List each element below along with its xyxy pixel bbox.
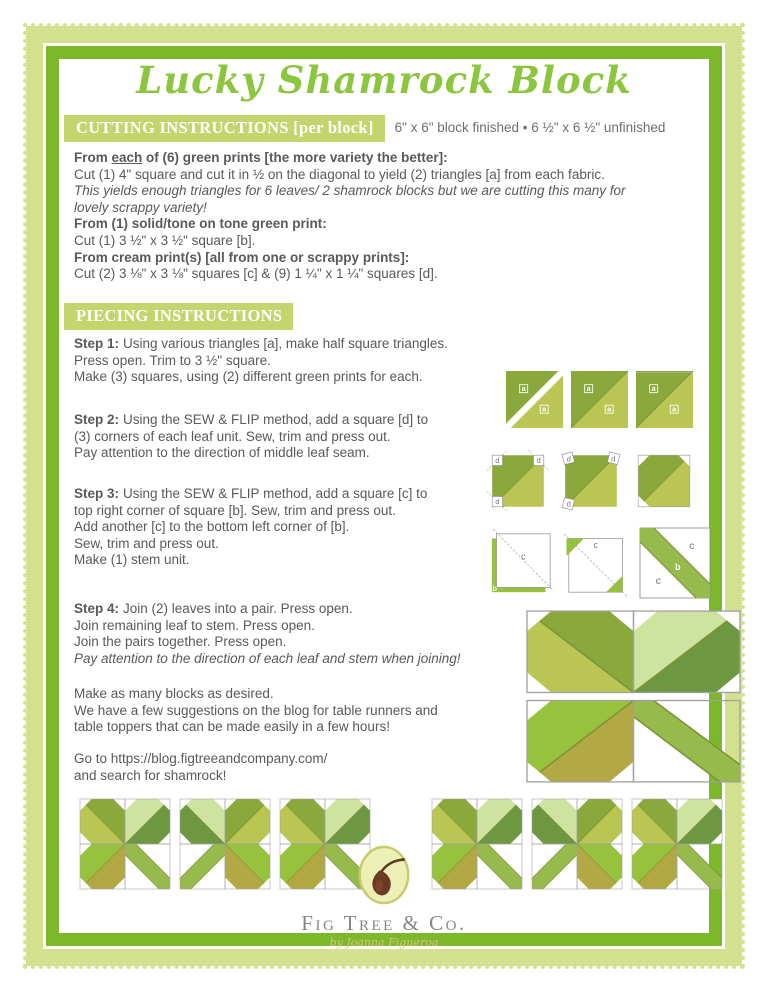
cutting-instructions-text [74,150,722,283]
leaf-corners-flipped-diagram [559,449,623,513]
cutting-line: lovely scrappy variety! [74,199,207,215]
step-line: Pay attention to the direction of middle leaf seam. [74,445,370,461]
closing-text [74,686,544,736]
hst-trimmed-diagram [636,371,693,428]
blog-url-line: Go to https://blog.figtreeandcompany.com/ [74,751,328,766]
step-line: Make (3) squares, using (2) different green prints for each. [74,369,423,385]
square-label-b: b [492,584,498,593]
fig-icon [357,845,411,905]
cutting-line: Cut (1) 4" square and cut it in ½ on the diagonal to yield (2) triangles [a] from each fabric. [74,166,605,182]
leaf-corners-marked-diagram [486,449,550,513]
square-label-c: c [655,575,661,587]
blog-link-text [74,751,544,784]
step-line: Press open. Trim to 3 ½" square. [74,352,271,368]
step-1-text [74,336,504,386]
step-line: Join the pairs together. Press open. [74,634,287,650]
cutting-heading-3: From cream print(s) [all from one or scrappy prints]: [74,249,410,265]
square-label-c: c [521,551,526,562]
cutting-line: Cut (2) 3 ⅛" x 3 ⅛" squares [c] & (9) 1 ¼" x 1 ¼" squares [d]. [74,266,438,282]
step-line: Step 3: Using the SEW & FLIP method, add a square [c] to [74,486,428,501]
triangle-label-a: a [521,383,526,393]
step-4-text [74,601,544,667]
square-label-d: d [536,455,541,465]
square-label-d: d [611,454,616,464]
stem-label-b: b [675,562,681,572]
page-title: Lucky Shamrock Block [136,58,632,102]
square-label-d: d [566,454,571,464]
square-label-c: c [593,539,598,550]
triangle-label-a: a [651,383,656,393]
cutting-line: Cut (1) 3 ½" x 3 ½" square [b]. [74,232,256,248]
piecing-instructions-header: PIECING INSTRUCTIONS [64,303,293,330]
cutting-header-row [64,115,665,142]
step-line: Add another [c] to the bottom left corner of [b]. [74,519,350,535]
step-2-text [74,412,504,462]
hst-joined-diagram [571,371,628,428]
step-3-text [74,486,504,569]
cutting-heading-1: From each of (6) green prints [the more variety the better]: [74,150,448,165]
triangle-label-a: a [586,383,591,393]
block-size-note: 6" x 6" block finished • 6 ½" x 6 ½" unfinished [394,120,666,135]
step-2-diagrams [486,449,696,513]
shamrock-block-assembly-diagram [527,611,740,782]
brand-name: Fig Tree & Co. [301,911,467,935]
square-label-c: c [689,540,695,552]
leaf-unit-diagram [632,449,696,513]
step-line: Step 1: Using various triangles [a], make half square triangles. [74,336,448,351]
closing-line: table toppers that can be made easily in a few hours! [74,719,390,735]
step-line: Pay attention to the direction of each leaf and stem when joining! [74,650,461,666]
blog-search-line: and search for shamrock! [74,767,227,783]
step-1-diagrams [506,371,693,428]
stem-unit-diagram [640,528,710,598]
closing-line: We have a few suggestions on the blog for table runners and [74,702,438,718]
step-line: (3) corners of each leaf unit. Sew, trim and press out. [74,428,391,444]
stem-sew-second-diagram [563,528,633,598]
step-3-diagrams [486,528,710,598]
square-label-d: d [495,455,500,465]
fig-tree-logo [0,845,768,949]
step-line: top right corner of square [b]. Sew, trim and press out. [74,502,396,518]
triangle-label-a: a [672,404,677,414]
cutting-instructions-header: CUTTING INSTRUCTIONS [per block] [64,115,385,142]
triangle-label-a: a [542,404,547,414]
triangle-label-a: a [607,404,612,414]
closing-line: Make as many blocks as desired. [74,686,274,701]
hst-separated-diagram [506,371,563,428]
step-line: Sew, trim and press out. [74,535,219,551]
step-line: Join remaining leaf to stem. Press open. [74,617,315,633]
step-line: Step 4: Join (2) leaves into a pair. Press open. [74,601,353,616]
square-label-d: d [495,497,500,507]
cutting-line: This yields enough triangles for 6 leaves/ 2 shamrock blocks but we are cutting this many for [74,183,626,199]
step-line: Make (1) stem unit. [74,552,190,568]
cutting-heading-2: From (1) solid/tone on tone green print: [74,216,327,232]
brand-byline: by Joanna Figueroa [329,936,439,949]
step-line: Step 2: Using the SEW & FLIP method, add a square [d] to [74,412,429,427]
square-label-d: d [566,499,571,509]
stem-sew-first-diagram [486,528,556,598]
